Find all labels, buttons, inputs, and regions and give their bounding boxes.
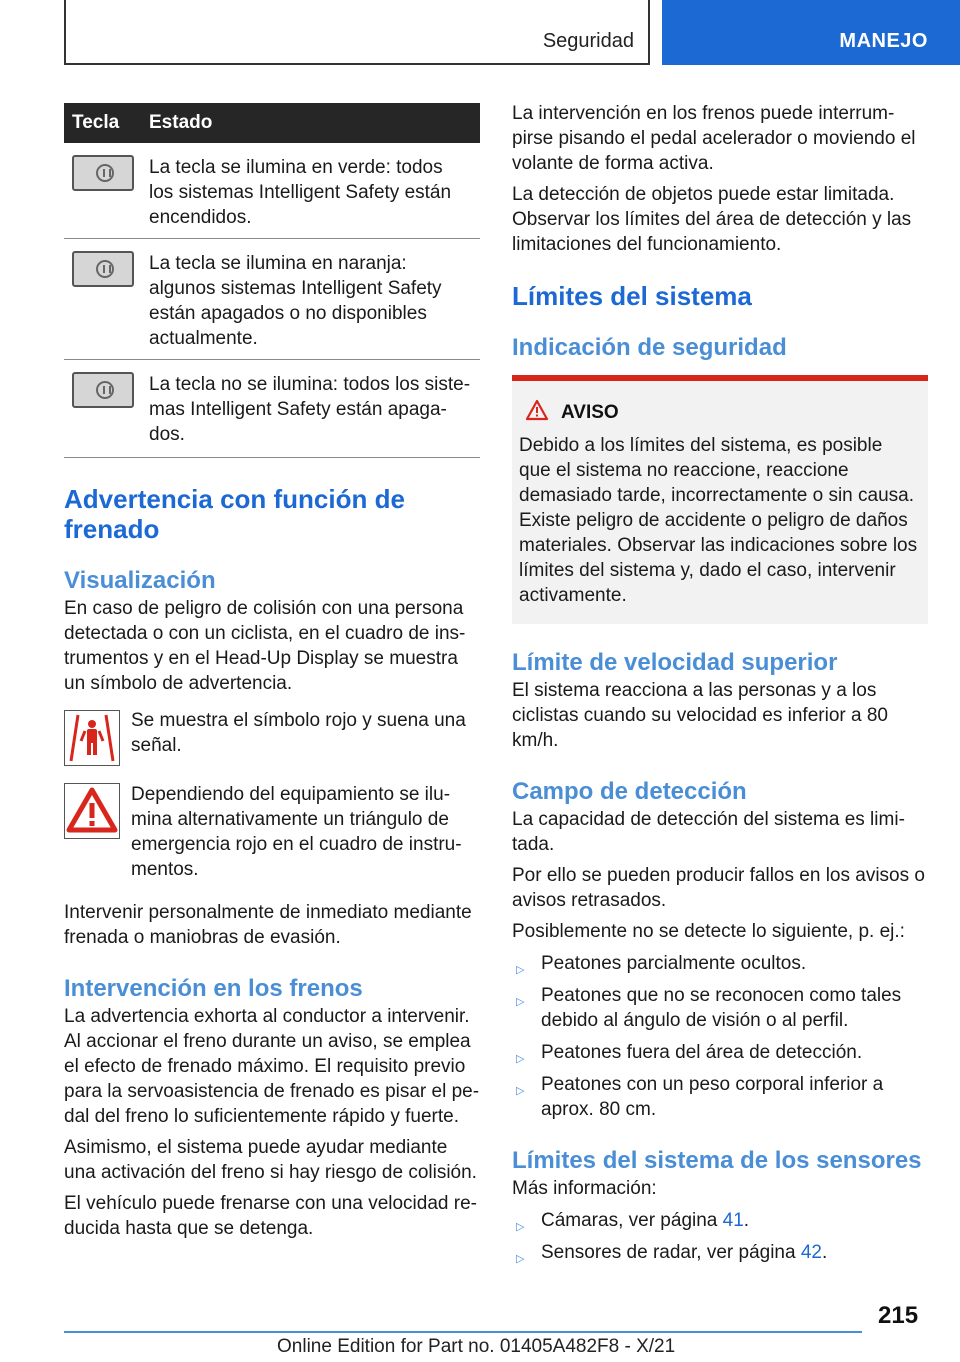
list-item: ▷ Peatones parcialmente ocultos. <box>512 951 928 976</box>
table-cell-key <box>64 239 141 360</box>
table-cell-key <box>64 360 141 458</box>
emergency-triangle-icon <box>64 783 120 839</box>
header-section-tab <box>64 0 650 65</box>
table-header-row <box>64 103 480 143</box>
list-item: ▷ Sensores de radar, ver página 42. <box>512 1240 928 1265</box>
list-item: ▷ Peatones con un peso corporal inferior a aprox. 80 cm. <box>516 1074 884 1120</box>
heading-visualization: Visualización <box>64 567 216 594</box>
paragraph-field-3: Posiblemente no se detecte lo siguiente, p. ej.: <box>512 921 905 942</box>
page-link-cameras[interactable]: 41 <box>722 1210 744 1231</box>
paragraph-brakes-3: El vehículo puede frenarse con una velocidad reducida hasta que se detenga. <box>64 1193 477 1239</box>
page-link-radar[interactable]: 42 <box>800 1242 822 1263</box>
bullet-triangle-icon: ▷ <box>516 1253 525 1265</box>
table-row <box>64 239 480 360</box>
paragraph-field-1: La capacidad de detección del sistema es limitada. <box>512 809 905 855</box>
heading-safety-note: Indicación de seguridad <box>512 334 787 361</box>
list-item: ▷ Peatones que no se reconocen como tales debido al ángulo de visión o al perfil. <box>516 985 902 1031</box>
table-header-state: Estado <box>141 103 480 143</box>
bullet-triangle-icon: ▷ <box>516 964 525 976</box>
table-cell-state: La tecla no se ilumina: todos los sistemas Intelligent Safety están apagados. <box>141 360 480 458</box>
heading-sensor-limits: Límites del sistema de los sensores <box>512 1147 922 1174</box>
detection-limits-list <box>512 951 928 1122</box>
table-cell-state: La tecla se ilumina en naranja: algunos sistemas Intelligent Safety están apagados o no disponibles actualmente. <box>141 239 480 360</box>
table-cell-key <box>64 143 141 239</box>
paragraph-intervene: Intervenir personalmente de inmediato mediante frenada o maniobras de evasión. <box>64 902 472 948</box>
sensor-info-list <box>512 1208 928 1265</box>
table-row <box>64 143 480 239</box>
heading-speed-limit: Límite de velocidad superior <box>512 649 838 676</box>
paragraph-field-2: Por ello se pueden producir fallos en los avisos o avisos retrasados. <box>512 865 925 911</box>
heading-brake-warning: Advertencia con función de frenado <box>64 484 405 544</box>
bullet-triangle-icon: ▷ <box>516 1085 525 1097</box>
warning-text: Debido a los límites del sistema, es posible que el sistema no reaccione, reaccione demasiado tarde, incorrectamente o sin causa. Existe peligro de accidente o peligro de daños materiales. Observar las indicaciones sobre los límites del sistema y, dado el caso, intervenir activamente. <box>519 435 918 606</box>
key-status-table <box>64 103 480 458</box>
paragraph-brakes-1: La advertencia exhorta al conductor a intervenir. Al accionar el freno durante un aviso, se emplea el efecto de frenado máximo. El requisito previo para la servoasistencia de frenado es pisar el pedal del freno lo suficientemente rápido y fuerte. <box>64 1006 480 1127</box>
intelligent-safety-key-icon <box>72 155 134 191</box>
table-row <box>64 360 480 458</box>
section-title: Seguridad <box>542 30 634 52</box>
intelligent-safety-key-icon <box>72 251 134 287</box>
footer-edition: Online Edition for Part no. 01405A482F8 - X/21 <box>277 1336 676 1357</box>
paragraph-symbol-red: Se muestra el símbolo rojo y suena una señal. <box>131 710 466 756</box>
pedestrian-warning-icon <box>64 710 120 766</box>
list-item: ▷ Cámaras, ver página 41. <box>512 1208 928 1233</box>
right-column <box>512 103 928 1265</box>
header-chapter-tab <box>662 0 960 65</box>
heading-system-limits: Límites del sistema <box>512 281 752 311</box>
intelligent-safety-key-icon <box>72 372 134 408</box>
warning-box <box>512 375 928 624</box>
paragraph-visualization: En caso de peligro de colisión con una persona detectada o con un ciclista, en el cuadro de instrumentos y en el Head-Up Display se muestra un símbolo de advertencia. <box>64 598 466 694</box>
symbol-row-pedestrian <box>64 706 480 766</box>
warning-label: AVISO <box>561 402 619 423</box>
page-number: 215 <box>878 1302 919 1329</box>
left-column <box>64 103 480 1241</box>
paragraph-intro-1: La intervención en los frenos puede interrumpirse pisando el pedal acelerador o moviendo el volante de forma activa. <box>512 103 916 174</box>
warning-header <box>525 399 918 427</box>
table-cell-state: La tecla se ilumina en verde: todos los sistemas Intelligent Safety están encendidos. <box>141 143 480 239</box>
list-item: ▷ Peatones fuera del área de detección. <box>512 1040 928 1065</box>
footer-divider <box>64 1331 862 1333</box>
paragraph-intro-2: La detección de objetos puede estar limitada. Observar los límites del área de detección y las limitaciones del funcionamiento. <box>512 184 912 255</box>
warning-triangle-icon <box>525 399 549 427</box>
paragraph-symbol-triangle: Dependiendo del equipamiento se ilumina alternativamente un triángulo de emergencia rojo en el cuadro de instrumentos. <box>131 784 462 880</box>
bullet-triangle-icon: ▷ <box>516 1221 525 1233</box>
table-header-key: Tecla <box>64 103 141 143</box>
heading-brake-intervention: Intervención en los frenos <box>64 975 363 1002</box>
paragraph-sensors: Más información: <box>512 1178 657 1199</box>
bullet-triangle-icon: ▷ <box>516 1053 525 1065</box>
bullet-triangle-icon: ▷ <box>516 996 525 1008</box>
chapter-title: MANEJO <box>839 30 928 52</box>
paragraph-speed: El sistema reacciona a las personas y a los ciclistas cuando su velocidad es inferior a 80 km/h. <box>512 680 888 751</box>
symbol-row-triangle <box>64 779 480 882</box>
heading-detection-field: Campo de detección <box>512 778 747 805</box>
paragraph-brakes-2: Asimismo, el sistema puede ayudar mediante una activación del freno si hay riesgo de colisión. <box>64 1137 477 1183</box>
